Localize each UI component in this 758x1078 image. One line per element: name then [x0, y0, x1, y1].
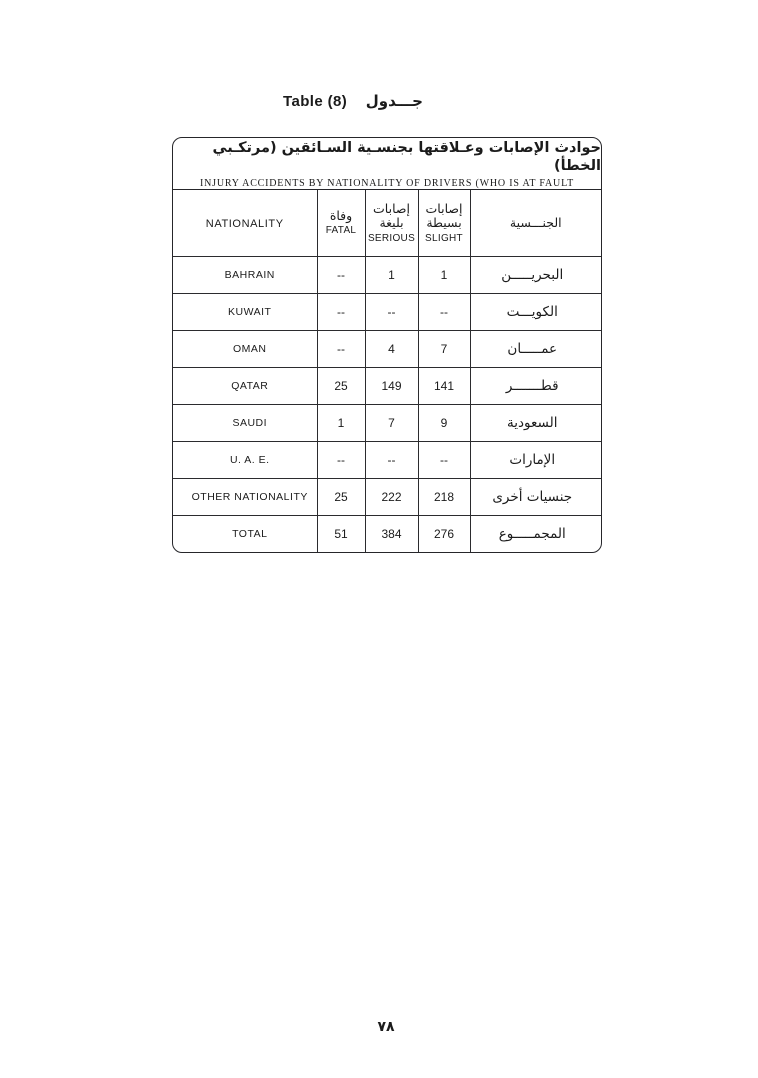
table-row-oman	[173, 330, 601, 367]
nationality-en-cell: KUWAIT	[173, 293, 317, 330]
nationality-ar-cell: السعودية	[470, 404, 601, 441]
nationality-en-cell: OTHER NATIONALITY	[173, 478, 317, 515]
table-caption	[173, 138, 601, 190]
header-nationality-en: NATIONALITY	[173, 190, 317, 256]
slight-cell: 7	[418, 330, 470, 367]
serious-cell: 384	[365, 515, 418, 552]
page-number: ٧٨	[377, 1019, 395, 1035]
nationality-en-cell: OMAN	[173, 330, 317, 367]
accidents-table	[172, 137, 602, 553]
nationality-ar-cell: عمـــــان	[470, 330, 601, 367]
fatal-cell: --	[317, 256, 365, 293]
slight-cell: 1	[418, 256, 470, 293]
nationality-ar-cell: المجمـــــوع	[470, 515, 601, 552]
serious-cell: 149	[365, 367, 418, 404]
fatal-cell: --	[317, 293, 365, 330]
table-caption-arabic: حوادث الإصابات وعـلاقتها بجنسـية السـائقين (مرتكـبي الخطأ)	[212, 140, 601, 174]
fatal-cell: 25	[317, 367, 365, 404]
table-row-qatar	[173, 367, 601, 404]
nationality-en-cell: SAUDI	[173, 404, 317, 441]
table-caption-english: INJURY ACCIDENTS BY NATIONALITY OF DRIVERS (WHO IS AT FAULT	[200, 177, 574, 189]
header-row	[173, 190, 601, 256]
nationality-en-cell: U. A. E.	[173, 441, 317, 478]
table-row-saudi	[173, 404, 601, 441]
slight-cell: 9	[418, 404, 470, 441]
table-row-bahrain	[173, 256, 601, 293]
page-title	[0, 92, 706, 110]
fatal-cell: --	[317, 330, 365, 367]
slight-cell: 218	[418, 478, 470, 515]
fatal-cell: 25	[317, 478, 365, 515]
slight-cell: --	[418, 293, 470, 330]
table-row-uae	[173, 441, 601, 478]
header-serious: إصابات بليغة SERIOUS	[365, 190, 418, 256]
nationality-ar-cell: الإمارات	[470, 441, 601, 478]
page-title-arabic: جـــدول	[365, 92, 423, 110]
slight-cell: 141	[418, 367, 470, 404]
serious-cell: 222	[365, 478, 418, 515]
serious-cell: 4	[365, 330, 418, 367]
serious-cell: 1	[365, 256, 418, 293]
nationality-ar-cell: قطـــــــر	[470, 367, 601, 404]
table-row-kuwait	[173, 293, 601, 330]
nationality-en-cell: BAHRAIN	[173, 256, 317, 293]
data-table	[173, 190, 601, 552]
page-title-english: Table (8)	[283, 93, 348, 110]
table-row-total	[173, 515, 601, 552]
slight-cell: --	[418, 441, 470, 478]
fatal-cell: 1	[317, 404, 365, 441]
serious-cell: 7	[365, 404, 418, 441]
fatal-cell: 51	[317, 515, 365, 552]
header-fatal: وفاة FATAL	[317, 190, 365, 256]
nationality-ar-cell: البحريـــــن	[470, 256, 601, 293]
nationality-en-cell: QATAR	[173, 367, 317, 404]
header-nationality-ar: الجنـــسية	[470, 190, 601, 256]
nationality-ar-cell: جنسيات أخرى	[470, 478, 601, 515]
slight-cell: 276	[418, 515, 470, 552]
serious-cell: --	[365, 441, 418, 478]
header-slight: إصابات بسيطة SLIGHT	[418, 190, 470, 256]
table-row-other	[173, 478, 601, 515]
nationality-en-cell: TOTAL	[173, 515, 317, 552]
nationality-ar-cell: الكويـــت	[470, 293, 601, 330]
fatal-cell: --	[317, 441, 365, 478]
serious-cell: --	[365, 293, 418, 330]
